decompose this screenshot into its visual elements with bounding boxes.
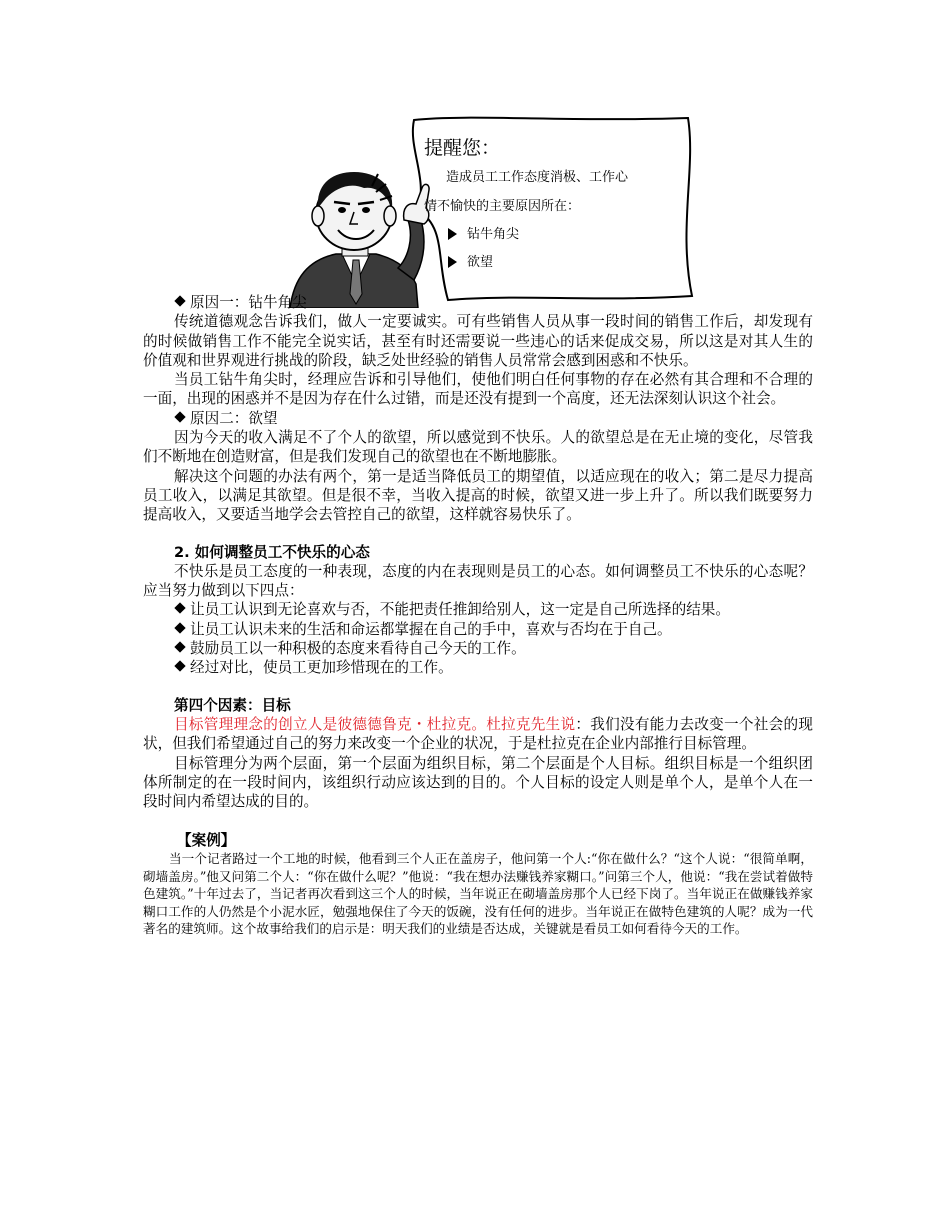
diamond-bullet-icon (174, 411, 185, 422)
diamond-bullet-icon (174, 295, 185, 306)
section-3-heading: 第四个因素：目标 (174, 696, 291, 714)
case-text: 当一个记者路过一个工地的时候，他看到三个人正在盖房子，他问第一个人:“你在做什么？“这个人说：“很简单啊，砌墙盖房。”他又问第二个人：“你在做什么呢？”他说：“我在想办法赚钱养家糊口。”问第三个人，他说：“我在尝试着做特色建筑。”十年过去了，当记者再次看到这三个人的时候，当年说正在砌墙盖房那个人已经下岗了。当年说正在做赚钱养家糊口工作的人仍然是个小泥水匠，勉强地保住了今天的饭碗，没有任何的进步。当年说正在做特色建筑的人呢？成为一代著名的建筑师。这个故事给我们的启示是：明天我们的业绩是否达成，关键就是看员工如何看待今天的工作。 (143, 851, 813, 937)
reminder-bullet-2-text: 欲望 (467, 255, 494, 270)
reason-2-paragraph-1: 因为今天的收入满足不了个人的欲望，所以感觉到不快乐。人的欲望总是在无止境的变化，尽管我们不断地在创造财富，但是我们发现自己的欲望也在不断地膨胀。 (143, 429, 813, 466)
point-text: 鼓励员工以一种积极的态度来看待自己今天的工作。 (190, 640, 526, 658)
section-3-paragraph-1-rest: ：我们没有能力去改变一个社会的现状，但我们希望通过自己的努力来改变一个企业的状况，于是杜拉克在企业内部推行目标管理。 (143, 715, 813, 753)
point-item (143, 639, 813, 658)
reminder-bullet-1 (448, 223, 519, 242)
reason-2-label-text: 原因二：欲望 (190, 409, 278, 427)
point-text: 让员工认识未来的生活和命运都掌握在自己的手中，喜欢与否均在于自己。 (190, 620, 672, 638)
section-2-heading: 2. 如何调整员工不快乐的心态 (174, 543, 370, 561)
section-2-intro: 不快乐是员工态度的一种表现，态度的内在表现则是员工的心态。如何调整员工不快乐的心态呢？应当努力做到以下四点： (143, 562, 813, 600)
reason-1-paragraph-1: 传统道德观念告诉我们，做人一定要诚实。可有些销售人员从事一段时间的销售工作后，却发现有的时候做销售工作不能完全说实话，甚至有时还需要说一些违心的话来促成交易，所以这是对其人生的价值观和世界观进行挑战的阶段，缺乏处世经验的销售人员常常会感到困惑和不快乐。 (143, 313, 813, 369)
reason-1-label-text: 原因一：钻牛角尖 (190, 294, 307, 311)
reminder-line-2: 情不愉快的主要原因所在： (424, 199, 581, 214)
diamond-bullet-icon (174, 603, 185, 614)
diamond-bullet-icon (174, 661, 185, 672)
diamond-bullet-icon (174, 622, 185, 633)
reminder-bullet-2 (448, 251, 493, 270)
point-item (143, 600, 813, 619)
reason-1-label (143, 293, 813, 312)
reason-2-label (143, 409, 813, 428)
main-content (143, 293, 813, 937)
arrow-bullet-icon (448, 256, 457, 268)
pointing-man-icon (290, 172, 429, 308)
section-3-paragraph-2: 目标管理分为两个层面，第一个层面为组织目标，第二个层面是个人目标。组织目标是一个组织团体所制定的在一段时间内，该组织行动应该达到的目的。个人目标的设定人则是单个人，是单个人在一段时间内希望达成的目的。 (143, 754, 813, 811)
point-text: 经过对比，使员工更加珍惜现在的工作。 (190, 659, 453, 677)
point-item (143, 658, 813, 677)
diamond-bullet-icon (174, 641, 185, 652)
reminder-line-1: 造成员工工作态度消极、工作心 (446, 170, 629, 185)
case-heading: 【案例】 (177, 832, 236, 850)
reminder-bullet-1-text: 钻牛角尖 (467, 227, 520, 242)
reason-1-paragraph-2: 当员工钻牛角尖时，经理应告诉和引导他们，使他们明白任何事物的存在必然有其合理和不合理的一面，出现的困惑并不是因为存在什么过错，而是还没有提到一个高度，还无法深刻认识这个社会。 (143, 371, 813, 408)
arrow-bullet-icon (448, 228, 457, 240)
reason-2-paragraph-2: 解决这个问题的办法有两个，第一是适当降低员工的期望值，以适应现在的收入；第二是尽力提高员工收入，以满足其欲望。但是很不幸，当收入提高的时候，欲望又进一步上升了。所以我们既要努力提高收入，又要适当地学会去管控自己的欲望，这样就容易快乐了。 (143, 467, 813, 524)
highlighted-text: 目标管理理念的创立人是彼德德鲁克・杜拉克。杜拉克先生说 (174, 715, 576, 733)
point-text: 让员工认识到无论喜欢与否，不能把责任推卸给别人，这一定是自己所选择的结果。 (190, 601, 730, 619)
point-item (143, 620, 813, 639)
reminder-title: 提醒您： (424, 137, 501, 159)
section-3-paragraph-1 (143, 715, 813, 754)
